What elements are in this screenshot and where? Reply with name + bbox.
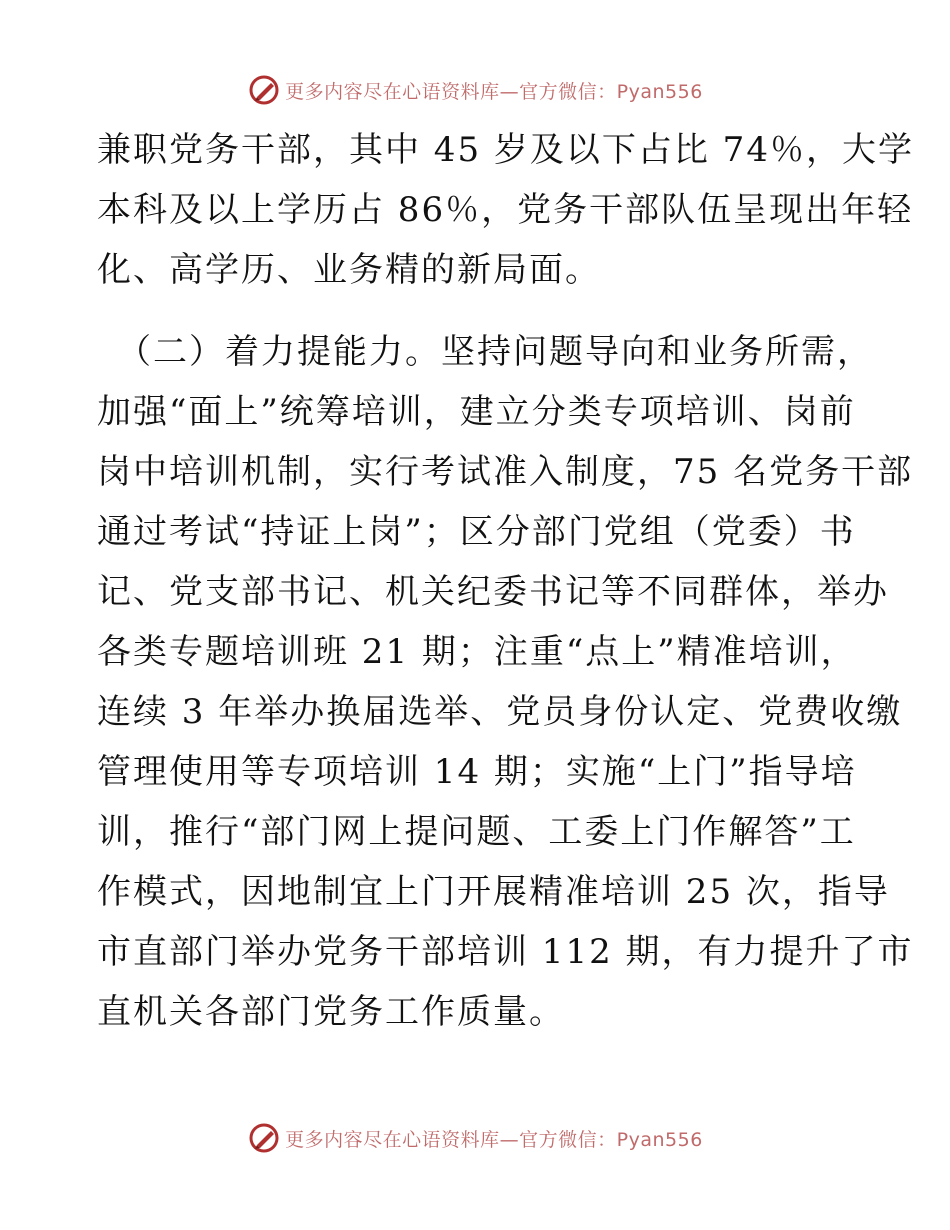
paragraph-2: [97, 322, 914, 1042]
pen-circle-logo-icon: [247, 1121, 281, 1155]
pen-circle-logo-icon: [247, 73, 281, 107]
text-line: 作模式，因地制宜上门开展精准培训 25 次，指导: [97, 872, 890, 912]
text-line: 市直部门举办党务干部培训 112 期，有力提升了市: [97, 932, 914, 972]
text-line: 通过考试“持证上岗”；区分部门党组（党委）书: [97, 512, 856, 552]
text-line: 兼职党务干部，其中 45 岁及以下占比 74％，大学: [97, 130, 914, 170]
text-line: 管理使用等专项培训 14 期；实施“上门”指导培: [97, 752, 857, 792]
text-line: 直机关各部门党务工作质量。: [97, 992, 565, 1032]
section-heading-line: （二）着力提能力。坚持问题导向和业务所需，: [117, 332, 873, 372]
footer-banner: [0, 1118, 950, 1158]
footer-banner-text: 更多内容尽在心语资料库—官方微信：Pyan556: [285, 1128, 703, 1151]
header-banner: [0, 70, 950, 110]
text-line: 训，推行“部门网上提问题、工委上门作解答”工: [97, 812, 856, 852]
text-line: 化、高学历、业务精的新局面。: [97, 250, 601, 290]
document-body: [97, 120, 914, 1042]
text-line: 记、党支部书记、机关纪委书记等不同群体，举办: [97, 572, 889, 612]
text-line: 加强“面上”统筹培训，建立分类专项培训、岗前: [97, 392, 856, 432]
text-line: 各类专题培训班 21 期；注重“点上”精准培训，: [97, 632, 857, 672]
text-line: 岗中培训机制，实行考试准入制度，75 名党务干部: [97, 452, 914, 492]
header-banner-text: 更多内容尽在心语资料库—官方微信：Pyan556: [285, 80, 703, 103]
text-line: 本科及以上学历占 86％，党务干部队伍呈现出年轻: [97, 190, 914, 230]
paragraph-1: [97, 120, 914, 300]
text-line: 连续 3 年举办换届选举、党员身份认定、党费收缴: [97, 692, 903, 732]
